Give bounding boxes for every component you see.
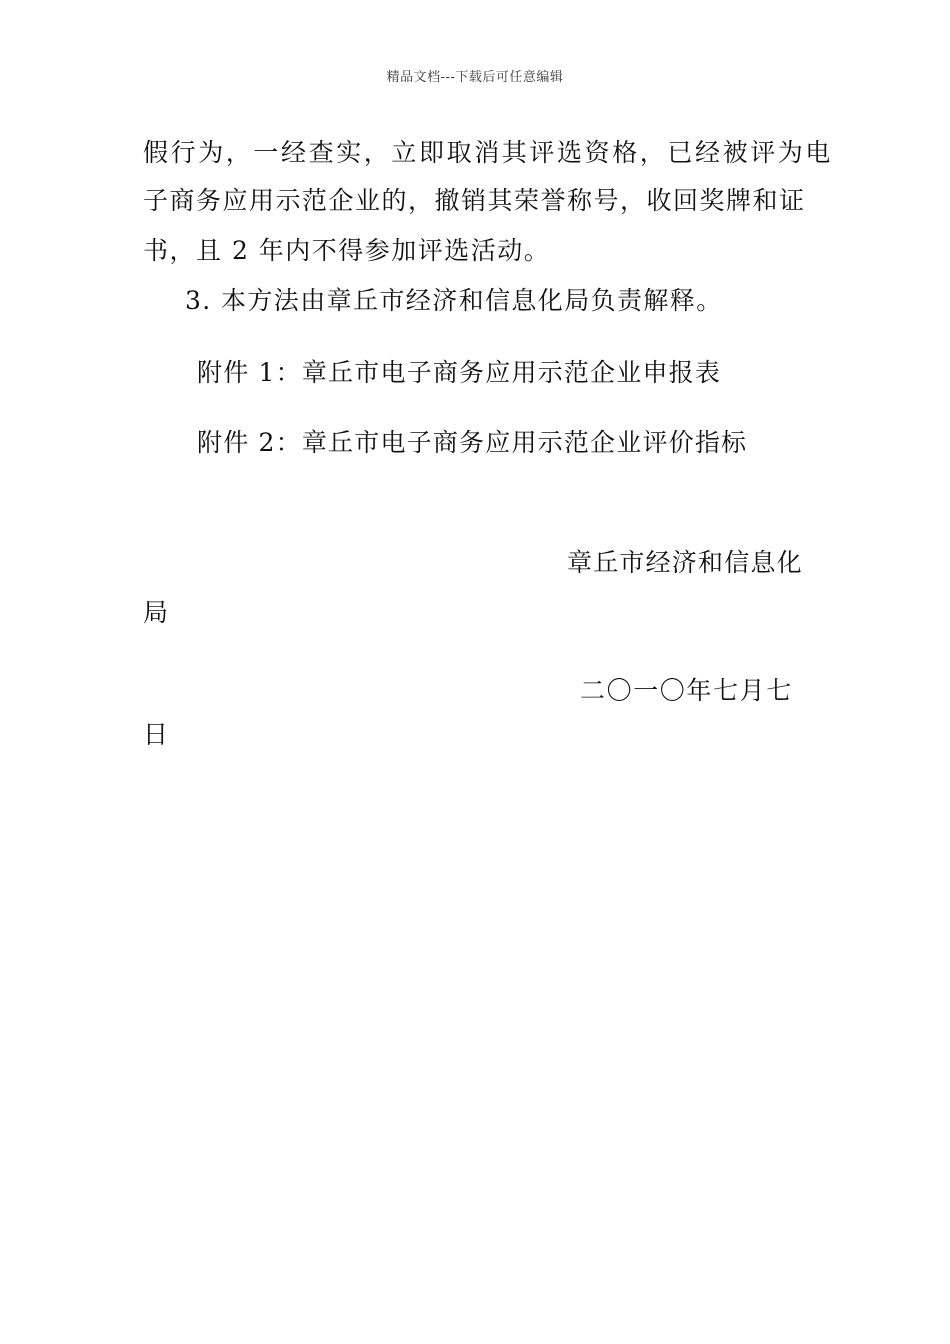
page-header: 精品文档---下载后可任意编辑	[386, 70, 564, 85]
item-3: 3. 本方法由章丘市经济和信息化局负责解释。	[185, 286, 723, 315]
paragraph-line-2: 子商务应用示范企业的，撤销其荣誉称号，收回奖牌和证	[143, 186, 806, 215]
attachment-1: 附件 1：章丘市电子商务应用示范企业申报表	[197, 358, 722, 387]
paragraph-line-3: 书，且 2 年内不得参加评选活动。	[143, 236, 551, 265]
attachment-2: 附件 2：章丘市电子商务应用示范企业评价指标	[197, 428, 748, 457]
signature-date-line-2: 日	[143, 720, 170, 749]
paragraph-line-1: 假行为，一经查实，立即取消其评选资格，已经被评为电	[143, 138, 834, 167]
signature-org-line-1: 章丘市经济和信息化	[567, 548, 803, 577]
signature-org-line-2: 局	[143, 598, 170, 627]
signature-date-line-1: 二〇一〇年七月七	[580, 676, 793, 705]
